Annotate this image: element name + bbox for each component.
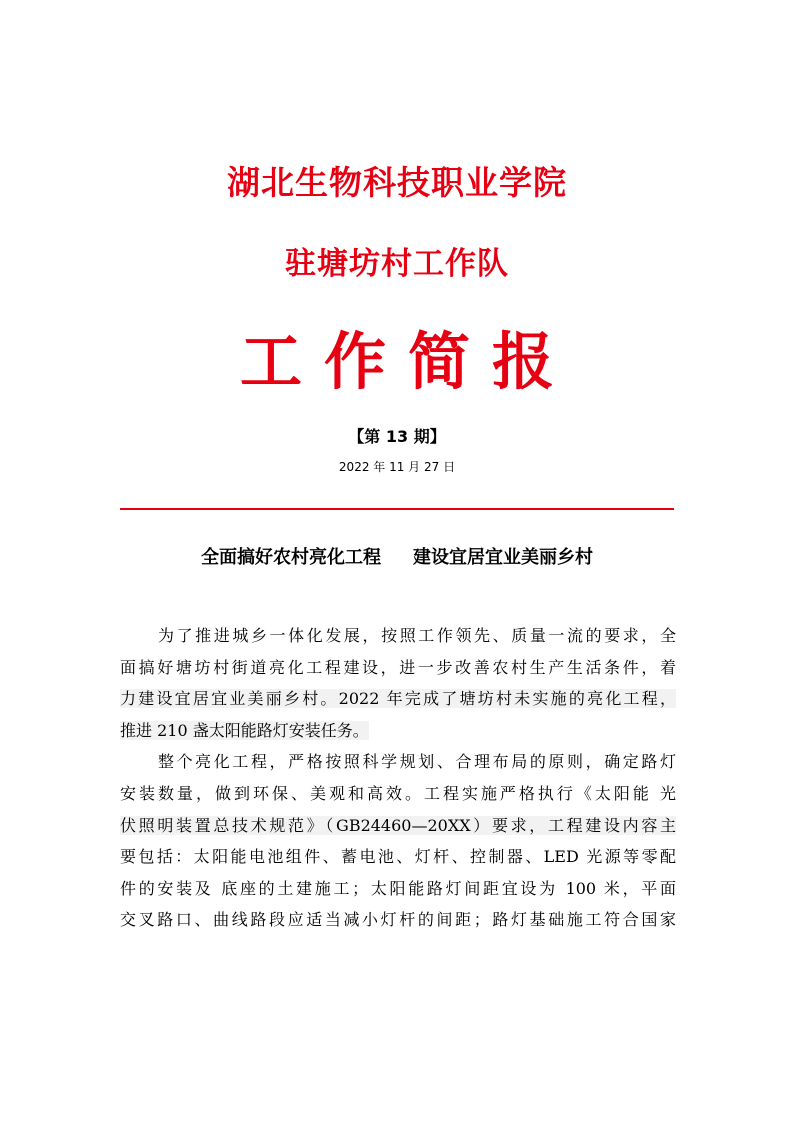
paragraph-2-line-2-text: 安装数量，做到环保、美观和高效。工程实施严格执行《太阳能 光	[120, 783, 676, 803]
paragraph-2-line	[120, 873, 676, 905]
paragraph-2-line-5-text: 件的安装及 底座的土建施工；太阳能路灯间距宜设为 100 米，平面	[120, 878, 676, 898]
article-title	[0, 543, 794, 573]
issue-date: 2022 年 11 月 27 日	[338, 460, 456, 474]
paragraph-2-line	[120, 746, 676, 778]
paragraph-1-line	[120, 620, 676, 652]
paragraph-2-line	[120, 904, 676, 936]
paragraph-1-line	[120, 652, 676, 684]
org-name: 湖北生物科技职业学院	[227, 163, 567, 202]
article-body	[120, 620, 676, 936]
paragraph-2-line-1-text: 整个亮化工程，严格按照科学规划、合理布局的原则，确定路灯	[158, 752, 676, 772]
paragraph-1-line	[120, 683, 676, 715]
paragraph-1-line	[120, 715, 676, 747]
paragraph-2-line	[120, 810, 676, 842]
paragraph-2-line-6-text: 交叉路口、曲线路段应适当减小灯杆的间距；路灯基础施工符合国家	[120, 910, 676, 930]
issue-number: 【第 13 期】	[348, 427, 446, 446]
article-title-part2: 建设宜居宜业美丽乡村	[413, 547, 593, 568]
paragraph-2-line-3-text: 伏照明装置总技术规范》（GB24460—20XX）要求，工程建设内容主	[120, 815, 676, 835]
paragraph-1-line-4-text: 推进 210 盏太阳能路灯安装任务。	[120, 720, 369, 740]
red-divider	[120, 508, 674, 510]
paragraph-1-line-3-text: 力建设宜居宜业美丽乡村。2022 年完成了塘坊村未实施的亮化工程，	[120, 689, 676, 709]
paragraph-1-line-1-text: 为了推进城乡一体化发展，按照工作领先、质量一流的要求，全	[158, 626, 676, 645]
paragraph-2-line	[120, 778, 676, 810]
team-name: 驻塘坊村工作队	[285, 246, 509, 282]
article-title-part1: 全面搞好农村亮化工程	[201, 547, 381, 568]
brief-title: 工作简报	[239, 325, 576, 398]
paragraph-1-line-2-text: 面搞好塘坊村街道亮化工程建设，进一步改善农村生产生活条件，着	[120, 657, 676, 677]
paragraph-2-line	[120, 841, 676, 873]
paragraph-2-line-4-text: 要包括：太阳能电池组件、蓄电池、灯杆、控制器、LED 光源等零配	[120, 847, 676, 867]
